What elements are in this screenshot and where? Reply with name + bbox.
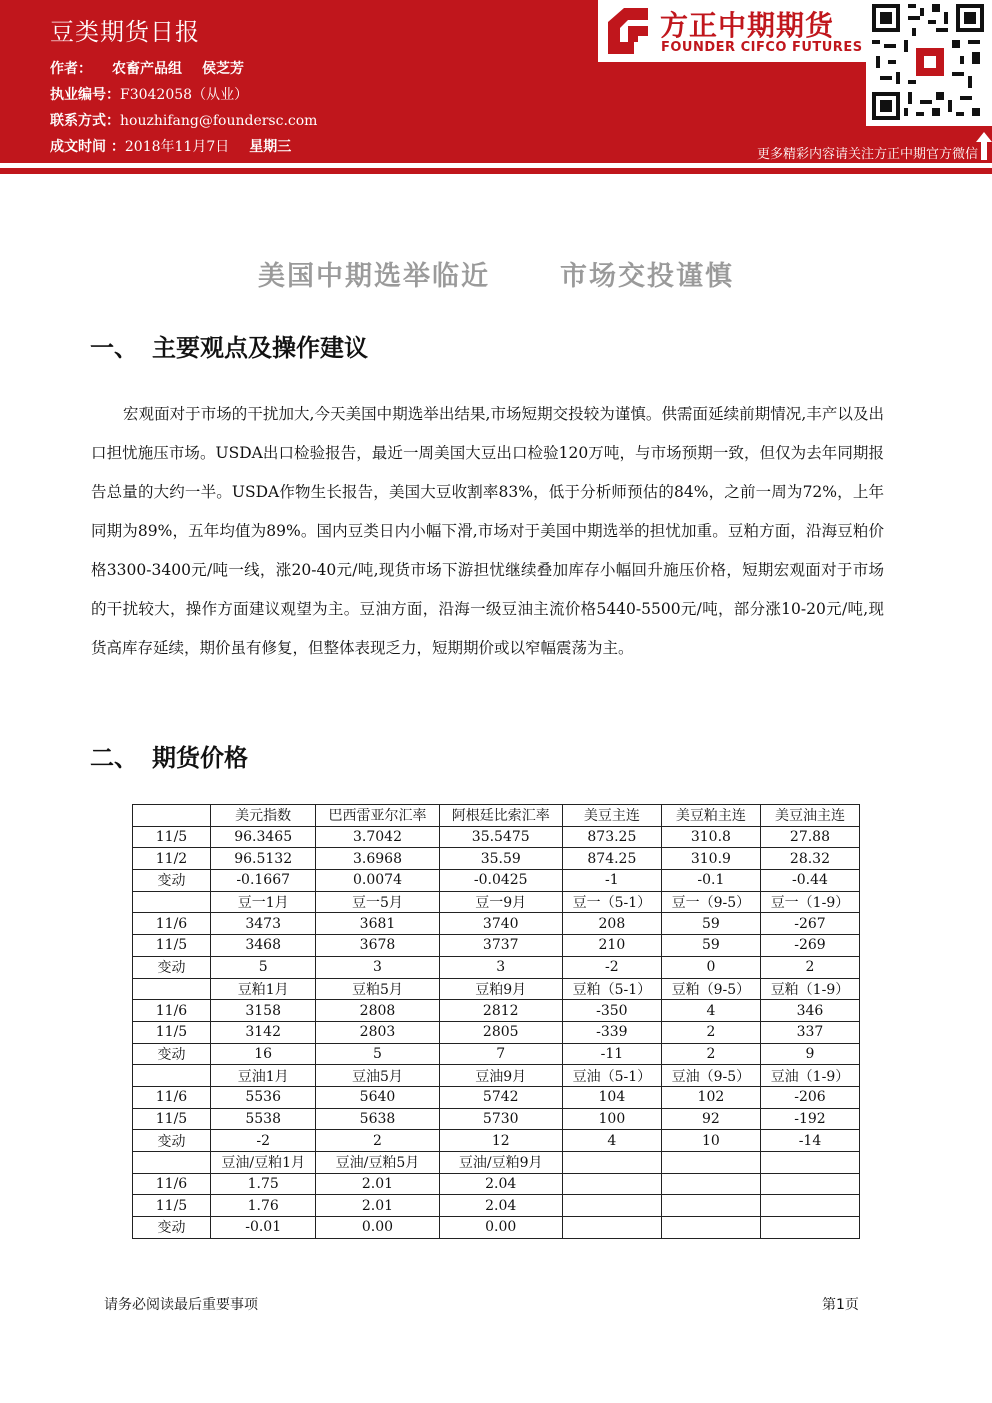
- table-cell: -339: [562, 1021, 661, 1043]
- license-label: 执业编号：: [50, 87, 120, 103]
- table-cell: 变动: [133, 956, 211, 978]
- table-cell: 3681: [316, 913, 439, 935]
- table-row: [133, 978, 860, 1000]
- table-cell: 豆粕（5-1）: [562, 978, 661, 1000]
- table-cell: 豆油9月: [439, 1065, 562, 1087]
- table-row: [133, 1043, 860, 1065]
- table-cell: 5742: [439, 1086, 562, 1108]
- table-cell: [133, 978, 211, 1000]
- table-cell: 美豆主连: [562, 805, 661, 827]
- table-cell: -0.44: [760, 870, 859, 892]
- table-cell: 35.59: [439, 848, 562, 870]
- license-line: [50, 84, 248, 104]
- contact-value: houzhifang@foundersc.com: [120, 113, 318, 129]
- table-cell: [562, 1217, 661, 1239]
- table-cell: 96.5132: [211, 848, 316, 870]
- table-cell: [760, 1173, 859, 1195]
- author-name: 侯芝芳: [202, 61, 244, 77]
- table-cell: 豆一1月: [211, 891, 316, 913]
- table-cell: [133, 891, 211, 913]
- license-value: F3042058（从业）: [120, 87, 249, 103]
- weekday: 星期三: [249, 139, 292, 155]
- table-row: [133, 1217, 860, 1239]
- table-cell: 104: [562, 1086, 661, 1108]
- table-cell: 11/6: [133, 1086, 211, 1108]
- table-cell: 豆一5月: [316, 891, 439, 913]
- table-cell: -206: [760, 1086, 859, 1108]
- brand-name-en: FOUNDER CIFCO FUTURES: [661, 40, 863, 55]
- table-row: [133, 1086, 860, 1108]
- founder-logo-icon: [602, 6, 652, 56]
- table-row: [133, 1173, 860, 1195]
- date-value: 2018年11月7日: [124, 139, 230, 155]
- table-cell: 5: [211, 956, 316, 978]
- table-cell: -192: [760, 1108, 859, 1130]
- table-cell: 0.0074: [316, 870, 439, 892]
- table-row: [133, 870, 860, 892]
- table-cell: 2.01: [316, 1195, 439, 1217]
- table-cell: 5538: [211, 1108, 316, 1130]
- table-row: [133, 935, 860, 957]
- table-row: [133, 1195, 860, 1217]
- table-cell: 3: [439, 956, 562, 978]
- table-cell: 3158: [211, 1000, 316, 1022]
- table-cell: [133, 1152, 211, 1174]
- table-cell: 337: [760, 1021, 859, 1043]
- table-row: [133, 1152, 860, 1174]
- table-cell: 豆一（1-9）: [760, 891, 859, 913]
- table-cell: 3.7042: [316, 826, 439, 848]
- arrow-up-icon: [976, 132, 992, 160]
- table-cell: 豆粕5月: [316, 978, 439, 1000]
- table-cell: 11/6: [133, 913, 211, 935]
- table-cell: 0: [661, 956, 760, 978]
- table-cell: 豆一9月: [439, 891, 562, 913]
- table-cell: 豆粕（9-5）: [661, 978, 760, 1000]
- table-cell: 9: [760, 1043, 859, 1065]
- table-cell: 5: [316, 1043, 439, 1065]
- table-cell: -11: [562, 1043, 661, 1065]
- table-cell: 100: [562, 1108, 661, 1130]
- table-cell: 豆油/豆粕1月: [211, 1152, 316, 1174]
- table-cell: 2808: [316, 1000, 439, 1022]
- table-cell: 5536: [211, 1086, 316, 1108]
- table-cell: -0.01: [211, 1217, 316, 1239]
- table-cell: [562, 1152, 661, 1174]
- table-cell: 变动: [133, 1130, 211, 1152]
- table-cell: -267: [760, 913, 859, 935]
- title-part-2: 市场交投谨慎: [560, 261, 734, 292]
- table-cell: -14: [760, 1130, 859, 1152]
- table-cell: -0.1: [661, 870, 760, 892]
- table-cell: 2803: [316, 1021, 439, 1043]
- table-cell: 11/2: [133, 848, 211, 870]
- table-cell: 59: [661, 913, 760, 935]
- table-cell: 5730: [439, 1108, 562, 1130]
- table-cell: 3678: [316, 935, 439, 957]
- table-row: [133, 891, 860, 913]
- table-cell: 豆粕9月: [439, 978, 562, 1000]
- author-label: 作者：: [50, 61, 92, 77]
- table-cell: 3: [316, 956, 439, 978]
- table-cell: [760, 1217, 859, 1239]
- table-cell: 92: [661, 1108, 760, 1130]
- table-cell: [661, 1152, 760, 1174]
- table-cell: 12: [439, 1130, 562, 1152]
- table-cell: 28.32: [760, 848, 859, 870]
- table-cell: 3142: [211, 1021, 316, 1043]
- table-cell: 3468: [211, 935, 316, 957]
- table-row: [133, 826, 860, 848]
- table-row: [133, 956, 860, 978]
- table-cell: 2: [661, 1043, 760, 1065]
- table-cell: 1.76: [211, 1195, 316, 1217]
- table-cell: [661, 1173, 760, 1195]
- table-cell: 豆油5月: [316, 1065, 439, 1087]
- table-cell: 1.75: [211, 1173, 316, 1195]
- table-cell: 4: [562, 1130, 661, 1152]
- table-cell: 2812: [439, 1000, 562, 1022]
- table-cell: 豆粕（1-9）: [760, 978, 859, 1000]
- table-cell: 873.25: [562, 826, 661, 848]
- table-cell: 豆油（1-9）: [760, 1065, 859, 1087]
- table-cell: 0.00: [439, 1217, 562, 1239]
- table-cell: 5640: [316, 1086, 439, 1108]
- table-cell: 11/5: [133, 1195, 211, 1217]
- table-cell: 3.6968: [316, 848, 439, 870]
- table-cell: 59: [661, 935, 760, 957]
- footer-notice: 请务必阅读最后重要事项: [104, 1297, 258, 1313]
- table-cell: 美豆油主连: [760, 805, 859, 827]
- table-cell: 11/5: [133, 1021, 211, 1043]
- table-cell: 310.8: [661, 826, 760, 848]
- table-cell: 5638: [316, 1108, 439, 1130]
- table-cell: 豆油/豆粕9月: [439, 1152, 562, 1174]
- table-cell: 2: [316, 1130, 439, 1152]
- section-2-number: 二、: [90, 744, 138, 772]
- table-cell: [133, 805, 211, 827]
- table-cell: 874.25: [562, 848, 661, 870]
- table-cell: -0.0425: [439, 870, 562, 892]
- table-cell: 2: [661, 1021, 760, 1043]
- table-cell: 巴西雷亚尔汇率: [316, 805, 439, 827]
- report-name: 豆类期货日报: [50, 18, 200, 46]
- table-cell: [760, 1195, 859, 1217]
- table-cell: 2.01: [316, 1173, 439, 1195]
- table-cell: 310.9: [661, 848, 760, 870]
- table-cell: 208: [562, 913, 661, 935]
- table-cell: 0.00: [316, 1217, 439, 1239]
- section-2-title: 期货价格: [152, 744, 248, 772]
- page-number: 第1页: [822, 1297, 859, 1313]
- table-cell: 豆油1月: [211, 1065, 316, 1087]
- futures-price-table: [132, 804, 860, 1239]
- table-cell: 豆油（5-1）: [562, 1065, 661, 1087]
- table-cell: 11/6: [133, 1000, 211, 1022]
- table-cell: 豆粕1月: [211, 978, 316, 1000]
- table-row: [133, 1108, 860, 1130]
- table-cell: 变动: [133, 870, 211, 892]
- table-row: [133, 1065, 860, 1087]
- table-cell: 35.5475: [439, 826, 562, 848]
- table-cell: 3737: [439, 935, 562, 957]
- contact-line: [50, 110, 317, 130]
- section-2-heading: [90, 738, 248, 773]
- table-cell: -269: [760, 935, 859, 957]
- table-cell: 豆一（9-5）: [661, 891, 760, 913]
- table-cell: 7: [439, 1043, 562, 1065]
- table-cell: 11/5: [133, 826, 211, 848]
- table-cell: -1: [562, 870, 661, 892]
- table-cell: 美豆粕主连: [661, 805, 760, 827]
- document-title: [0, 254, 992, 293]
- table-cell: 102: [661, 1086, 760, 1108]
- table-cell: 美元指数: [211, 805, 316, 827]
- author-group: 农畜产品组: [112, 61, 182, 77]
- table-cell: 10: [661, 1130, 760, 1152]
- table-cell: 11/6: [133, 1173, 211, 1195]
- table-cell: -2: [211, 1130, 316, 1152]
- contact-label: 联系方式：: [50, 113, 120, 129]
- table-cell: 346: [760, 1000, 859, 1022]
- section-1-title: 主要观点及操作建议: [152, 334, 368, 362]
- table-cell: 11/5: [133, 935, 211, 957]
- table-cell: 3740: [439, 913, 562, 935]
- wechat-note: 更多精彩内容请关注方正中期官方微信: [756, 147, 978, 162]
- table-cell: -2: [562, 956, 661, 978]
- table-cell: 豆一（5-1）: [562, 891, 661, 913]
- table-cell: [760, 1152, 859, 1174]
- table-cell: -0.1667: [211, 870, 316, 892]
- section-1-number: 一、: [90, 334, 138, 362]
- table-cell: 2805: [439, 1021, 562, 1043]
- table-cell: 豆油（9-5）: [661, 1065, 760, 1087]
- date-line: [50, 136, 291, 156]
- header-red-rule: [0, 168, 992, 174]
- qr-code-icon: [866, 0, 992, 126]
- brand-name-cn: 方正中期期货: [660, 9, 835, 42]
- table-cell: [562, 1195, 661, 1217]
- table-cell: 96.3465: [211, 826, 316, 848]
- report-header: [0, 0, 992, 163]
- table-row: [133, 913, 860, 935]
- table-cell: 3473: [211, 913, 316, 935]
- table-cell: [661, 1217, 760, 1239]
- table-cell: 16: [211, 1043, 316, 1065]
- table-row: [133, 1000, 860, 1022]
- table-row: [133, 805, 860, 827]
- author-line: [50, 58, 244, 78]
- table-cell: 阿根廷比索汇率: [439, 805, 562, 827]
- title-part-1: 美国中期选举临近: [258, 261, 490, 292]
- table-cell: 变动: [133, 1043, 211, 1065]
- date-label: 成文时间 ：: [50, 139, 125, 155]
- table-cell: [133, 1065, 211, 1087]
- table-cell: [661, 1195, 760, 1217]
- section-1-heading: [90, 328, 368, 363]
- summary-paragraph: 宏观面对于市场的干扰加大,今天美国中期选举出结果,市场短期交投较为谨慎。供需面延续前期情况,丰产以及出口担忧施压市场。USDA出口检验报告，最近一周美国大豆出口检验120万吨，与市场预期一致，但仅为去年同期报告总量的大约一半。USDA作物生长报告，美国大豆收割率83%，低于分析师预估的84%，之前一周为72%，上年同期为89%，五年均值为89%。国内豆类日内小幅下滑,市场对于美国中期选举的担忧加重。豆粕方面，沿海豆粕价格3300-3400元/吨一线，涨20-40元/吨,现货市场下游担忧继续叠加库存小幅回升施压价格，短期宏观面对于市场的干扰较大，操作方面建议观望为主。豆油方面，沿海一级豆油主流价格5440-5500元/吨，部分涨10-20元/吨,现货高库存延续，期价虽有修复，但整体表现乏力，短期期价或以窄幅震荡为主。: [91, 405, 884, 657]
- table-cell: 2: [760, 956, 859, 978]
- table-cell: 豆油/豆粕5月: [316, 1152, 439, 1174]
- table-cell: [562, 1173, 661, 1195]
- table-cell: 变动: [133, 1217, 211, 1239]
- table-cell: 2.04: [439, 1195, 562, 1217]
- table-cell: 4: [661, 1000, 760, 1022]
- table-row: [133, 1130, 860, 1152]
- table-cell: 2.04: [439, 1173, 562, 1195]
- table-row: [133, 1021, 860, 1043]
- table-cell: 210: [562, 935, 661, 957]
- table-cell: 11/5: [133, 1108, 211, 1130]
- table-row: [133, 848, 860, 870]
- table-cell: -350: [562, 1000, 661, 1022]
- table-cell: 27.88: [760, 826, 859, 848]
